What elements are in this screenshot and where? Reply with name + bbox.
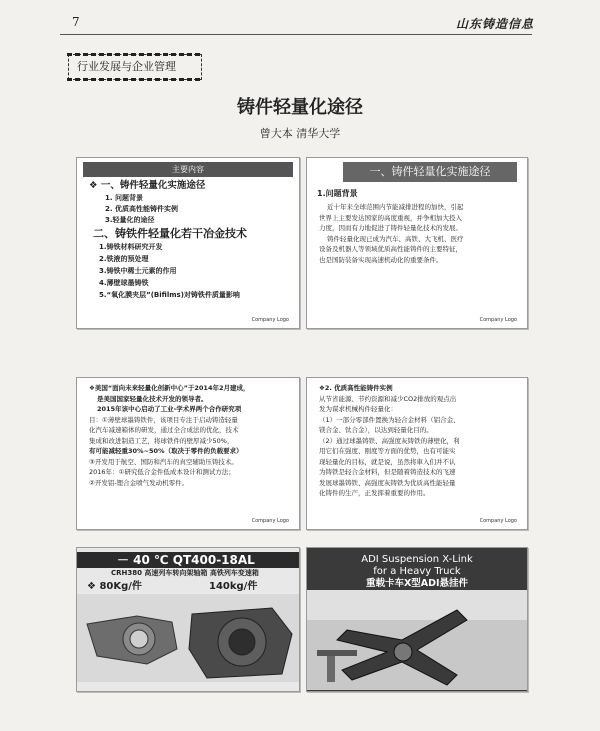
frame-rail	[317, 650, 357, 656]
slide-title-en-2: for a Heavy Truck	[373, 566, 461, 577]
slide-text: 也是国防装备实现高速机动化的重要条件。	[319, 255, 443, 264]
support-post	[327, 656, 335, 682]
slide-text: ❖美国“面向未来轻量化创新中心”于2014年2月建成，	[89, 384, 250, 392]
slide-adi-suspension	[306, 547, 528, 692]
slide-text: ③开发用于航空、国防和汽车的真空辅助压铸技术。	[89, 457, 238, 466]
slide-text: 化铸件的生产，正发挥着重要的作用。	[319, 489, 430, 497]
list-item: 2.铁液的预处理	[99, 255, 149, 263]
section-label: 行业发展与企业管理	[68, 54, 202, 80]
castings-photo	[77, 594, 299, 682]
page-number: 7	[72, 15, 80, 29]
list-item: 1. 问题背景	[105, 194, 143, 202]
slide-subtitle: CRH380 高速列车转向架轴箱 高铁列车变速箱	[111, 569, 259, 577]
slide-title-en: ADI Suspension X-Link	[361, 554, 473, 565]
slide-text: 现轻量化的目标，就是说，虽然将車入们并不认	[319, 457, 456, 466]
slide-background	[306, 157, 528, 329]
slide-heading: ❖ 一、铸件轻量化实施途径	[89, 180, 206, 191]
slide-text: ②开发铝-锂合金喷气发动机零件。	[89, 478, 189, 487]
top-rule	[60, 34, 532, 35]
slide-text: 力度，因而有力地促进了铸件轻量化技术的发展。	[319, 224, 462, 232]
slide-text: 铸件轻量化现已成为汽车、高铁、大飞机、医疗	[327, 234, 464, 243]
slide-text: 有可能减轻重30%~50%（取决于零件的负载要求）	[89, 447, 243, 455]
slide-text: 用它们在强度、刚度等方面的优势，也有可能实	[319, 447, 456, 455]
weight-label-left: ❖ 80Kg/件	[87, 581, 142, 592]
slide-text: 为铸铁是轻合金材料，但是随着铸造技术的飞速	[319, 468, 456, 476]
masthead: 山东铸造信息	[455, 17, 534, 31]
list-item: 3.轻量化的途径	[105, 216, 155, 224]
slide-heading: 二、铸铁件轻量化若干冶金技术	[93, 227, 247, 240]
slide-qt400-castings	[76, 547, 300, 692]
article-title: 铸件轻量化途径	[237, 97, 363, 118]
list-item: 4.薄壁球墨铸铁	[99, 279, 149, 287]
slide-text: 发为谋求机械构件轻量化：	[319, 405, 397, 413]
weight-label-right: 140kg/件	[209, 581, 258, 592]
slide-text: 2015年该中心启动了工业-学术界两个合作研究项	[97, 405, 242, 413]
gearbox-casting	[189, 608, 292, 678]
slide-us-lightweight-center	[76, 377, 300, 530]
slide-header: 主要内容	[83, 162, 293, 177]
slide-text: 发展球墨铸铁、高强度灰铸铁为优质高性能轻量	[319, 478, 456, 487]
company-logo: Company Logo	[251, 317, 289, 323]
slide-subheading: ❖2. 优质高性能铸件实例	[319, 384, 393, 392]
slide-text: 集成和改进制造工艺，将球铁件的壁厚减少50%，	[89, 436, 234, 445]
article-author: 曾大本 清华大学	[259, 127, 341, 140]
slide-contents	[76, 157, 300, 329]
slide-text: 目：①薄壁球墨铸铁件，该项目专注于启动铸造轻量	[89, 415, 238, 424]
company-logo: Company Logo	[479, 518, 517, 524]
slide-text: （2）通过球墨铸铁、高强度灰铸铁的薄壁化，利	[319, 436, 460, 445]
slide-text: （1）一部分零部件置换为轻合金材料（铝合金、	[319, 415, 460, 424]
company-logo: Company Logo	[251, 518, 289, 524]
slide-text: 是美国国家轻量化技术开发的领导者。	[97, 394, 208, 403]
slide-text: 化汽车减速箱体的研发，通过全合成法的优化，技术	[89, 426, 239, 434]
slide-text: 近十年来全球范围内节能减排进程的加快，引起	[327, 203, 464, 211]
slide-header: 一、铸件轻量化实施途径	[343, 162, 517, 182]
slide-text: 从节省能源、节约资源和减少CO2排放的观点出	[319, 394, 457, 403]
slide-title: － 40 ℃ QT400-18AL	[77, 552, 299, 568]
slide-text: 设备及机器人等领域优质高性能铸件的主要特征，	[319, 245, 462, 253]
slide-subheading: 1.问题背景	[317, 189, 358, 198]
slide-quality-castings	[306, 377, 528, 530]
slide-text: 世界上主要发达国家的高度重视，并争相加大投入	[319, 213, 462, 222]
list-item: 3.铸铁中稀土元素的作用	[99, 267, 177, 275]
slide-title-cn: 重载卡车X型ADI悬挂件	[365, 578, 469, 589]
list-item: 1.铸铁材料研究开发	[99, 243, 163, 251]
company-logo: Company Logo	[479, 317, 517, 323]
slide-text: 镁合金、钛合金），以达到轻量化目的。	[319, 426, 433, 434]
list-item: 5.“氧化膜夹层”(Bifilms)对铸铁件质量影响	[99, 291, 240, 299]
x-link-photo	[307, 590, 527, 690]
list-item: 2. 优质高性能铸件实例	[105, 205, 178, 213]
slide-text: 2016年：①研究低合金件低成本设计和测试方法；	[89, 468, 235, 476]
